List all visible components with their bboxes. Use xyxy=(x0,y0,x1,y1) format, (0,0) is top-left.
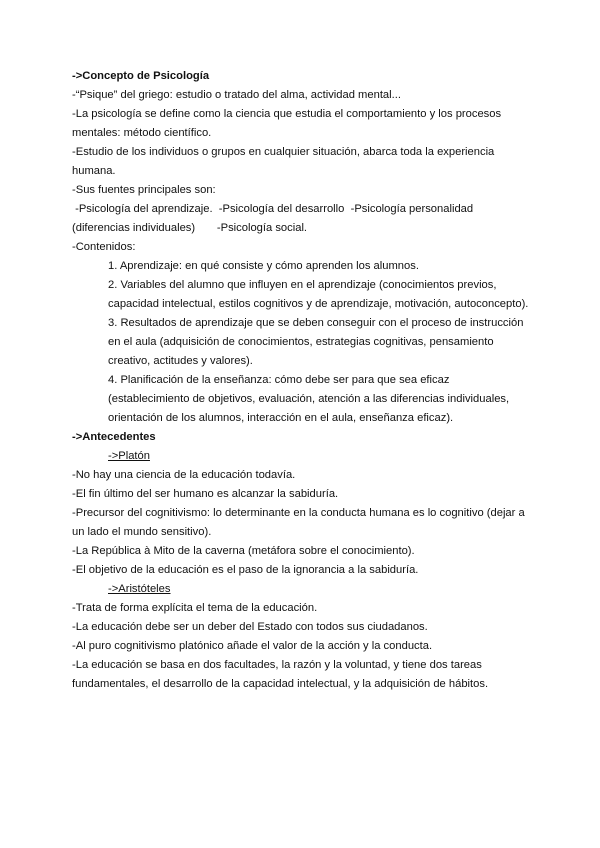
text-line: -La educación debe ser un deber del Estado con todos sus ciudadanos. xyxy=(72,621,428,633)
contents-item: 2. Variables del alumno que influyen en el aprendizaje (conocimientos previos, xyxy=(108,279,497,291)
subheading-aristoteles: ->Aristóteles xyxy=(108,583,171,595)
text-line: humana. xyxy=(72,165,116,177)
text-line: -La psicología se define como la ciencia que estudia el comportamiento y los procesos xyxy=(72,108,502,120)
text-line: (diferencias individuales) -Psicología social. xyxy=(72,222,308,234)
text-line: -Estudio de los individuos o grupos en cualquier situación, abarca toda la experiencia xyxy=(72,146,495,158)
contents-item: creativo, actitudes y valores). xyxy=(108,355,253,367)
text-line: -Sus fuentes principales son: xyxy=(72,184,216,196)
text-line: un lado el mundo sensitivo). xyxy=(72,526,212,538)
heading-concepto: ->Concepto de Psicología xyxy=(72,70,210,82)
text-line: -Trata de forma explícita el tema de la educación. xyxy=(72,602,318,614)
contents-item: 1. Aprendizaje: en qué consiste y cómo aprenden los alumnos. xyxy=(108,260,419,272)
text-line: -Precursor del cognitivismo: lo determinante en la conducta humana es lo cognitivo (dejar a xyxy=(72,507,525,519)
contents-item: 3. Resultados de aprendizaje que se deben conseguir con el proceso de instrucción xyxy=(108,317,524,329)
contents-item: 4. Planificación de la enseñanza: cómo debe ser para que sea eficaz xyxy=(108,374,450,386)
contents-item: en el aula (adquisición de conocimientos, estrategias cognitivas, pensamiento xyxy=(108,336,494,348)
contents-item: capacidad intelectual, estilos cognitivos y de aprendizaje, motivación, autoconcepto). xyxy=(108,298,529,310)
text-line: -El fin último del ser humano es alcanzar la sabiduría. xyxy=(72,488,339,500)
text-line: mentales: método científico. xyxy=(72,127,212,139)
document-body xyxy=(72,67,532,694)
text-line: -No hay una ciencia de la educación todavía. xyxy=(72,469,296,481)
heading-antecedentes: ->Antecedentes xyxy=(72,431,156,443)
text-line: -Contenidos: xyxy=(72,241,136,253)
text-line: -Al puro cognitivismo platónico añade el valor de la acción y la conducta. xyxy=(72,640,433,652)
subheading-platon: ->Platón xyxy=(108,450,150,462)
text-line: -“Psique” del griego: estudio o tratado del alma, actividad mental... xyxy=(72,89,401,101)
text-line: -El objetivo de la educación es el paso de la ignorancia a la sabiduría. xyxy=(72,564,419,576)
text-line: -La educación se basa en dos facultades, la razón y la voluntad, y tiene dos tareas xyxy=(72,659,482,671)
text-line: -Psicología del aprendizaje. -Psicología del desarrollo -Psicología personalidad xyxy=(72,203,474,215)
contents-item: orientación de los alumnos, interacción en el aula, enseñanza eficaz). xyxy=(108,412,454,424)
text-line: -La República à Mito de la caverna (metáfora sobre el conocimiento). xyxy=(72,545,415,557)
text-line: fundamentales, el desarrollo de la capacidad intelectual, y la adquisición de hábitos. xyxy=(72,678,489,690)
contents-item: (establecimiento de objetivos, evaluación, atención a las diferencias individuales, xyxy=(108,393,510,405)
